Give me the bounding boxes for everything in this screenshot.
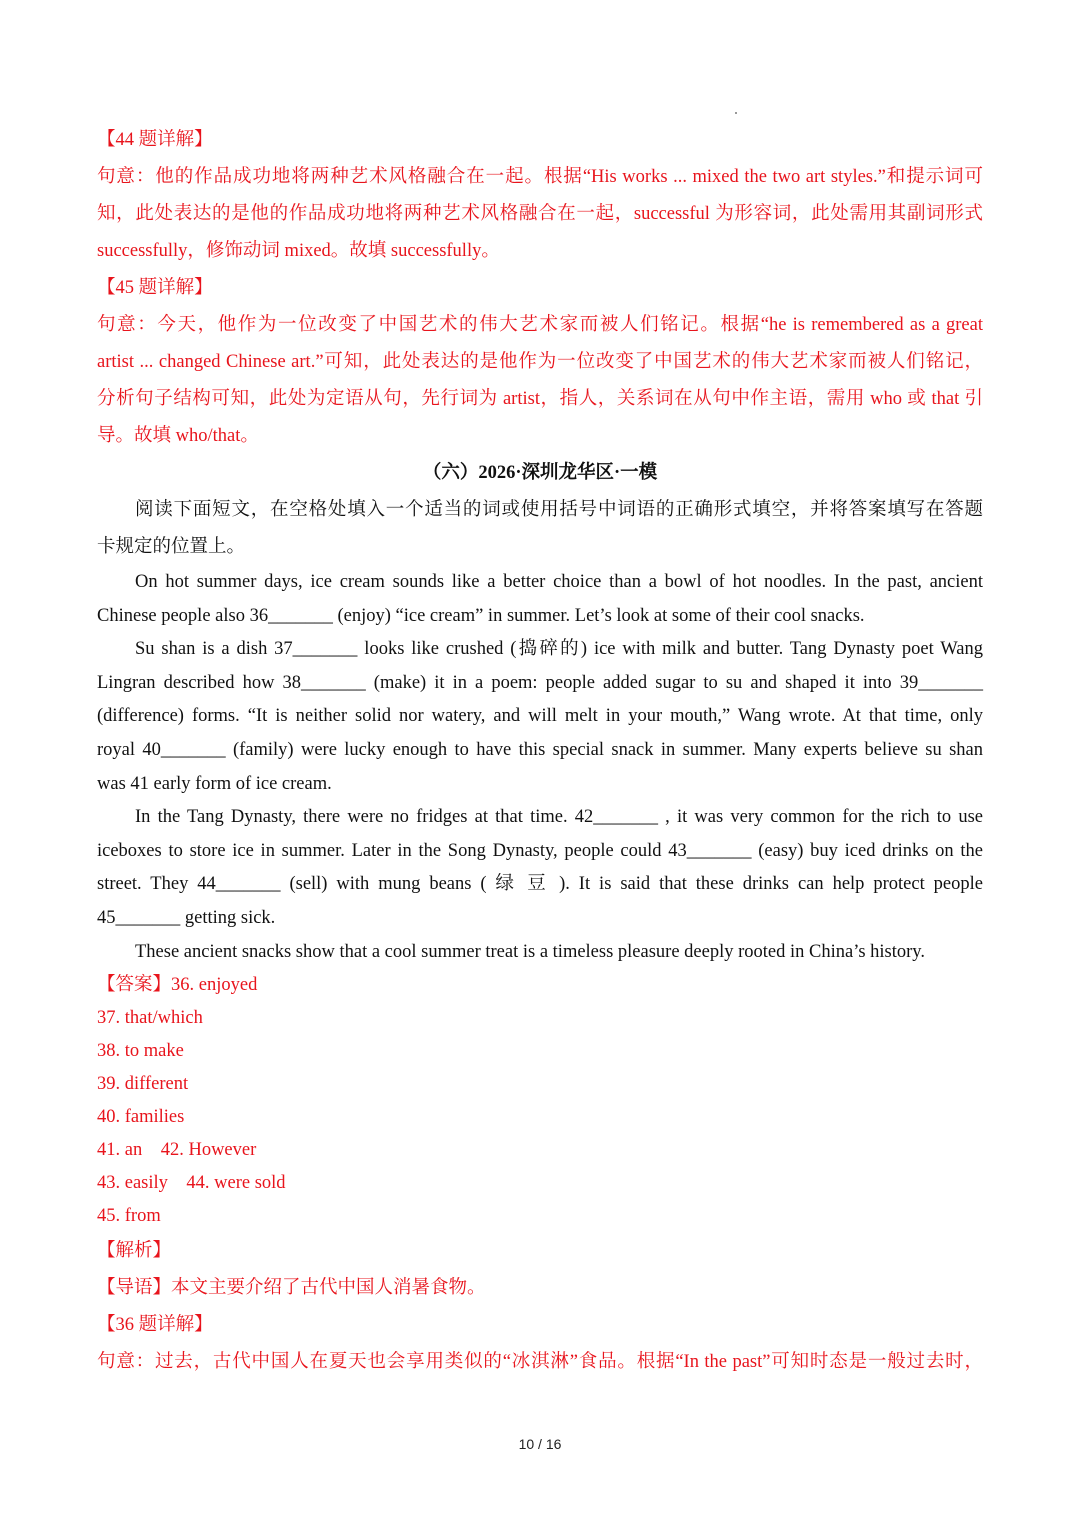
answer-line: 39. different [97, 1074, 189, 1095]
document-page [97, 122, 983, 1381]
section-title: （六）2026·深圳龙华区·一模 [422, 463, 658, 483]
answer-block [97, 969, 983, 1233]
analysis-heading: 【解析】 [97, 1241, 172, 1262]
passage-line: royal 40_______ (family) were lucky enough to have this special snack in summer. Many experts believe su shan [97, 739, 983, 760]
answer-line: 40. families [97, 1107, 185, 1128]
q44-line: successfully，修饰动词 mixed。故填 successfully。 [97, 241, 500, 261]
passage-line: These ancient snacks show that a cool summer treat is a timeless pleasure deeply rooted in China’s history. [135, 941, 925, 962]
passage-line: In the Tang Dynasty, there were no fridges at that time. 42_______ , it was very common for the rich to use [135, 807, 983, 828]
q36-heading: 【36 题详解】 [97, 1315, 213, 1336]
answer-line: 41. an 42. However [97, 1140, 257, 1161]
answer-line: 38. to make [97, 1041, 184, 1062]
q45-heading: 【45 题详解】 [97, 278, 213, 298]
q44-heading: 【44 题详解】 [97, 130, 213, 150]
answer-line: 43. easily 44. were sold [97, 1173, 286, 1194]
q45-line: 句意：今天，他作为一位改变了中国艺术的伟大艺术家而被人们铭记。根据“he is remembered as a great [97, 315, 983, 335]
answer-line: 【答案】36. enjoyed [97, 975, 258, 996]
instructions-line: 阅读下面短文，在空格处填入一个适当的词或使用括号中词语的正确形式填空，并将答案填写在答题 [135, 500, 983, 520]
passage-line: Chinese people also 36_______ (enjoy) “ice cream” in summer. Let’s look at some of their cool snacks. [97, 605, 865, 626]
passage-line: (difference) forms. “It is neither solid nor watery, and will melt in your mouth,” Wang wrote. At that time, only [97, 706, 983, 727]
passage-line: On hot summer days, ice cream sounds like a better choice than a bowl of hot noodles. In the past, ancient [135, 572, 983, 592]
passage-line: 45_______ getting sick. [97, 907, 276, 928]
q45-line: 导。故填 who/that。 [97, 426, 259, 446]
q44-line: 句意：他的作品成功地将两种艺术风格融合在一起。根据“His works ... mixed the two art styles.”和提示词可 [97, 167, 983, 187]
answer-line: 45. from [97, 1206, 161, 1227]
passage-line: was 41 early form of ice cream. [97, 773, 332, 794]
passage-line: Lingran described how 38_______ (make) it in a poem: people added sugar to su and shaped it into 39_______ [97, 672, 983, 693]
reading-passage [97, 566, 983, 969]
instructions-line: 卡规定的位置上。 [97, 537, 246, 557]
answer-line: 37. that/which [97, 1008, 203, 1029]
q44-line: 知，此处表达的是他的作品成功地将两种艺术风格融合在一起，successful 为形容词，此处需用其副词形式 [97, 204, 983, 224]
passage-line: iceboxes to store ice in summer. Later in the Song Dynasty, people could 43_______ (easy) buy iced drinks on the [97, 840, 983, 861]
passage-line: street. They 44_______ (sell) with mung beans ( 绿 豆 ). It is said that these drinks can help protect people [97, 874, 983, 895]
q45-line: 分析句子结构可知，此处为定语从句，先行词为 artist，指人，关系词在从句中作主语，需用 who 或 that 引 [97, 389, 983, 409]
guide-text: 【导语】本文主要介绍了古代中国人消暑食物。 [97, 1278, 486, 1299]
passage-line: Su shan is a dish 37_______ looks like crushed (捣碎的) ice with milk and butter. Tang Dynasty poet Wang [135, 639, 983, 660]
page-number: 10 / 16 [518, 1436, 562, 1452]
scan-speck [735, 112, 737, 114]
q45-line: artist ... changed Chinese art.”可知，此处表达的是他作为一位改变了中国艺术的伟大艺术家而被人们铭记， [97, 352, 983, 372]
q36-line: 句意：过去，古代中国人在夏天也会享用类似的“冰淇淋”食品。根据“In the past”可知时态是一般过去时， [97, 1352, 983, 1373]
